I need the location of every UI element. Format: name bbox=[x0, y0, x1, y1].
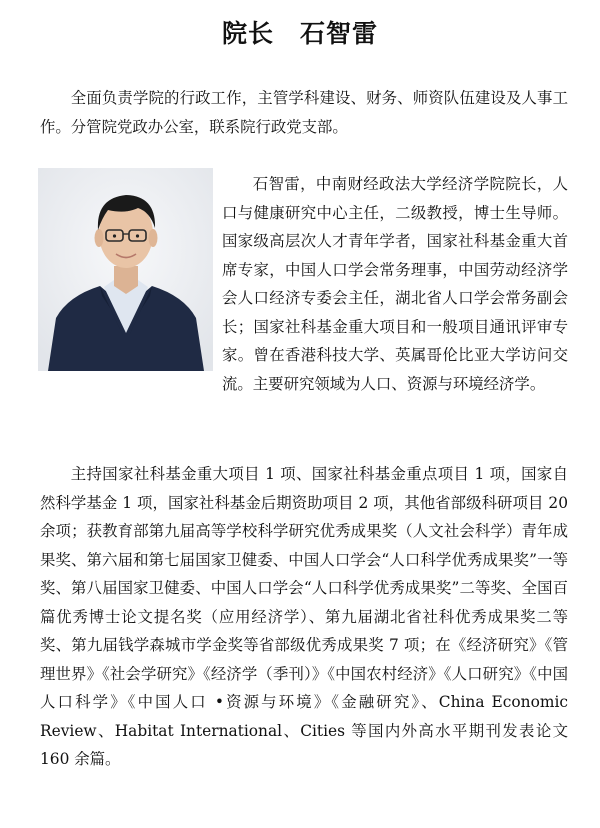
duties-paragraph: 全面负责学院的行政工作，主管学科建设、财务、师资队伍建设及人事工作。分管院党政办公室，联系院行政党支部。 bbox=[40, 89, 568, 136]
page-title: 院长 石智雷 bbox=[221, 19, 378, 48]
bio-section bbox=[40, 170, 568, 398]
bio-paragraph: 石智雷，中南财经政法大学经济学院院长，人口与健康研究中心主任，二级教授，博士生导师。国家级高层次人才青年学者，国家社科基金重大首席专家，中国人口学会常务理事，中国劳动经济学会人口经济专委会主任，湖北省人口学会常务副会长；国家社科基金重大项目和一般项目通讯评审专家。曾在香港科技大学、英属哥伦比亚大学访问交流。主要研究领域为人口、资源与环境经济学。 bbox=[222, 175, 568, 393]
achievements-paragraph: 主持国家社科基金重大项目 1 项、国家社科基金重点项目 1 项，国家自然科学基金 1 项，国家社科基金后期资助项目 2 项，其他省部级科研项目 20 余项；获教育部第九届高等学校科学研究优秀成果奖（人文社会科学）青年成果奖、第六届和第七届国家卫健委、中国人口学会“人口科学优秀成果奖”一等奖、第八届国家卫健委、中国人口学会“人口科学优秀成果奖”二等奖、全国百篇优秀博士论文提名奖（应用经济学）、第九届湖北省社科优秀成果奖二等奖、第九届钱学森城市学金奖等省部级优秀成果奖 7 项；在《经济研究》《管理世界》《社会学研究》《经济学（季刊）》《中国农村经济》《人口研究》《中国人口科学》《中国人口 •资源与环境》《金融研究》、China Economic Review、Habitat International、Cities 等国内外高水平期刊发表论文 160 余篇。 bbox=[40, 465, 568, 768]
